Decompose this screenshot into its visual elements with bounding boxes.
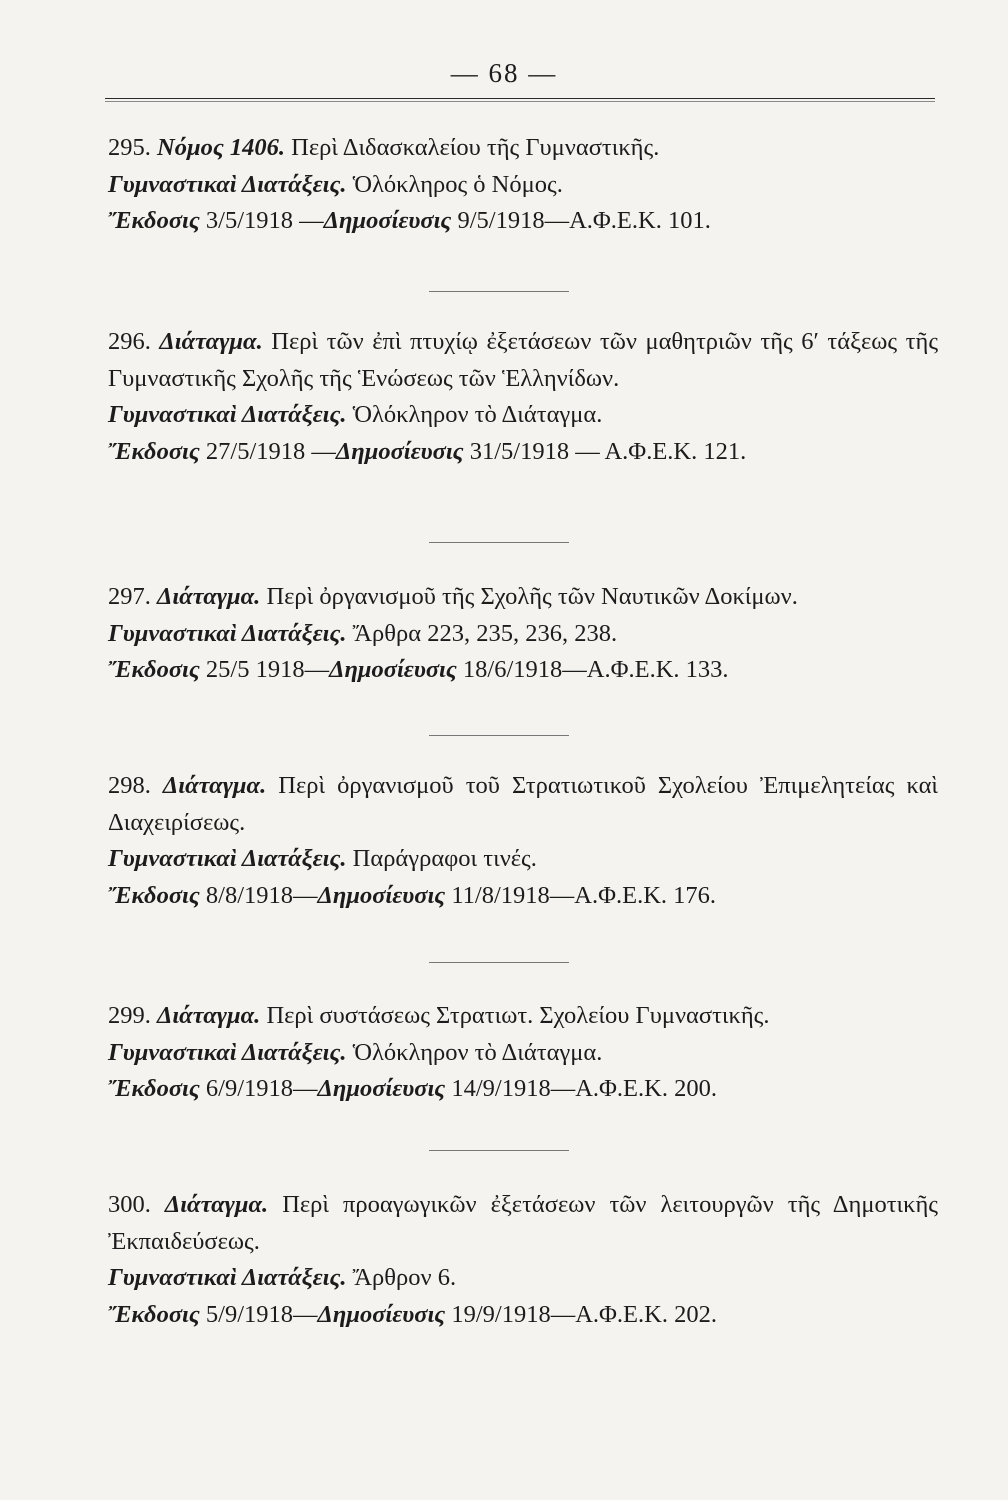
entry-297	[108, 579, 938, 689]
entry-title: Περὶ τῶν ἐπὶ πτυχίῳ ἐξετάσεων τῶν μαθητριῶν τῆς 6′ τάξεως τῆς Γυμναστικῆς Σχολῆς τῆς Ἑνώσεως τῶν Ἑλληνίδων.	[108, 328, 939, 392]
entry-type: Διάταγμα.	[162, 772, 267, 799]
entry-separator	[429, 735, 569, 736]
page-number: — 68 —	[450, 58, 558, 88]
entry-number: 297.	[108, 583, 151, 610]
provisions-text: Ὁλόκληρον τὸ Διάταγμα.	[352, 401, 603, 428]
publication-label: Δημοσίευσις	[317, 881, 446, 909]
entry-number: 298.	[108, 772, 151, 799]
entry-number: 299.	[108, 1002, 151, 1029]
publication-text: 9/5/1918—Α.Φ.Ε.Κ. 101.	[457, 207, 711, 234]
publication-label: Δημοσίευσις	[317, 1075, 446, 1102]
entry-300	[108, 1187, 938, 1333]
publication-label: Δημοσίευσις	[335, 437, 464, 465]
provisions-label: Γυμναστικαὶ Διατάξεις.	[108, 845, 347, 872]
entry-title: Περὶ προαγωγικῶν ἐξετάσεων τῶν λειτουργῶν τῆς Δημοτικῆς Ἐκπαιδεύσεως.	[108, 1191, 939, 1255]
entry-type: Διάταγμα.	[157, 1002, 261, 1029]
entry-title: Περὶ ὀργανισμοῦ τοῦ Στρατιωτικοῦ Σχολείου Ἐπιμελητείας καὶ Διαχειρίσεως.	[108, 772, 939, 836]
header-rule	[105, 98, 935, 102]
entry-issue	[108, 878, 938, 915]
provisions-text: Ὁλόκληρον τὸ Διάταγμα.	[352, 1038, 603, 1066]
entry-title: Περὶ ὀργανισμοῦ τῆς Σχολῆς τῶν Ναυτικῶν Δοκίμων.	[266, 583, 798, 610]
entry-issue	[108, 1297, 938, 1334]
entry-issue	[108, 652, 938, 689]
provisions-label: Γυμναστικαὶ Διατάξεις.	[108, 170, 347, 198]
entry-separator	[429, 542, 569, 543]
provisions-text: Παράγραφοι τινές.	[352, 845, 537, 872]
publication-text: 18/6/1918—Α.Φ.Ε.Κ. 133.	[462, 656, 729, 683]
entry-provisions	[108, 841, 938, 878]
entry-heading	[108, 768, 938, 841]
issue-label: Ἔκδοσις	[108, 881, 200, 909]
entry-separator	[429, 291, 569, 292]
issue-date: 25/5 1918—	[205, 656, 330, 683]
entry-heading	[108, 324, 938, 397]
entry-299	[108, 998, 938, 1108]
issue-label: Ἔκδοσις	[108, 1075, 200, 1102]
entry-number: 295.	[108, 134, 151, 161]
issue-label: Ἔκδοσις	[108, 656, 200, 683]
entry-heading	[108, 998, 938, 1035]
publication-text: 14/9/1918—Α.Φ.Ε.Κ. 200.	[451, 1075, 717, 1102]
issue-label: Ἔκδοσις	[108, 207, 200, 234]
issue-date: 27/5/1918 —	[205, 437, 336, 465]
entry-separator	[429, 1150, 569, 1151]
provisions-text: Ἄρθρον 6.	[352, 1264, 457, 1291]
publication-label: Δημοσίευσις	[323, 207, 452, 234]
entry-heading	[108, 1187, 938, 1260]
entry-provisions	[108, 616, 938, 653]
entry-number: 296.	[108, 328, 151, 355]
publication-label: Δημοσίευσις	[329, 656, 457, 683]
entry-type: Διάταγμα.	[159, 328, 263, 355]
entry-type: Νόμος 1406.	[157, 134, 285, 161]
entry-298	[108, 768, 938, 914]
issue-date: 3/5/1918 —	[205, 207, 324, 234]
entry-provisions	[108, 397, 938, 434]
entry-provisions	[108, 1260, 938, 1297]
publication-text: 31/5/1918 — Α.Φ.Ε.Κ. 121.	[469, 437, 747, 465]
entry-number: 300.	[108, 1191, 151, 1218]
issue-label: Ἔκδοσις	[108, 437, 200, 465]
entry-separator	[429, 962, 569, 963]
entry-provisions	[108, 167, 938, 204]
entry-heading	[108, 130, 938, 167]
entry-296	[108, 324, 938, 470]
provisions-text: Ὁλόκληρος ὁ Νόμος.	[352, 170, 563, 198]
issue-date: 8/8/1918—	[205, 881, 318, 909]
entry-title: Περὶ Διδασκαλείου τῆς Γυμναστικῆς.	[291, 134, 660, 161]
entry-heading	[108, 579, 938, 616]
issue-date: 5/9/1918—	[205, 1300, 318, 1328]
publication-label: Δημοσίευσις	[317, 1300, 446, 1328]
provisions-label: Γυμναστικαὶ Διατάξεις.	[108, 1264, 347, 1291]
issue-label: Ἔκδοσις	[108, 1300, 200, 1328]
issue-date: 6/9/1918—	[205, 1075, 318, 1102]
publication-text: 11/8/1918—Α.Φ.Ε.Κ. 176.	[451, 881, 717, 909]
entry-type: Διάταγμα.	[164, 1191, 269, 1218]
entry-295	[108, 130, 938, 240]
entry-type: Διάταγμα.	[157, 583, 261, 610]
provisions-text: Ἄρθρα 223, 235, 236, 238.	[352, 619, 618, 647]
entry-provisions	[108, 1035, 938, 1072]
publication-text: 19/9/1918—Α.Φ.Ε.Κ. 202.	[451, 1300, 717, 1328]
entry-issue	[108, 434, 938, 471]
provisions-label: Γυμναστικαὶ Διατάξεις.	[108, 619, 347, 647]
entry-issue	[108, 1071, 938, 1108]
entry-title: Περὶ συστάσεως Στρατιωτ. Σχολείου Γυμναστικῆς.	[266, 1002, 770, 1029]
entry-issue	[108, 203, 938, 240]
provisions-label: Γυμναστικαὶ Διατάξεις.	[108, 401, 347, 428]
provisions-label: Γυμναστικαὶ Διατάξεις.	[108, 1038, 347, 1066]
